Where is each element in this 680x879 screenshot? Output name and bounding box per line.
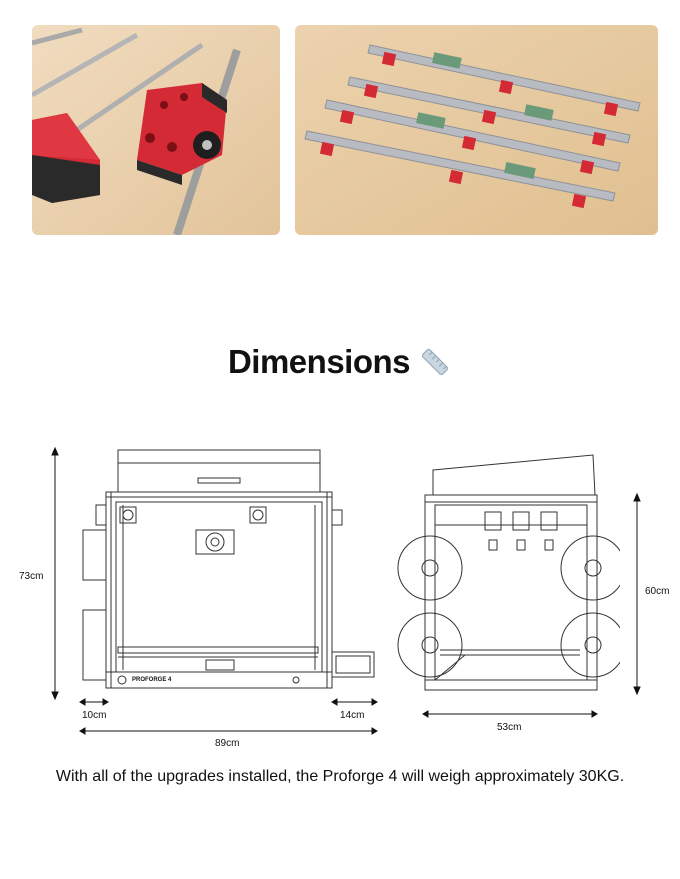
height-front-label: 73cm [19,571,44,582]
right-offset-label: 14cm [340,710,365,721]
height-side-label: 60cm [645,586,670,597]
weight-caption: With all of the upgrades installed, the Proforge 4 will weigh approximately 30KG. [55,768,625,785]
section-title: Dimensions [227,343,411,380]
total-width-label: 89cm [215,738,240,749]
printer-name-plate: PROFORGE 4 [132,677,172,683]
left-offset-label: 10cm [82,710,107,721]
depth-label: 53cm [497,722,522,733]
